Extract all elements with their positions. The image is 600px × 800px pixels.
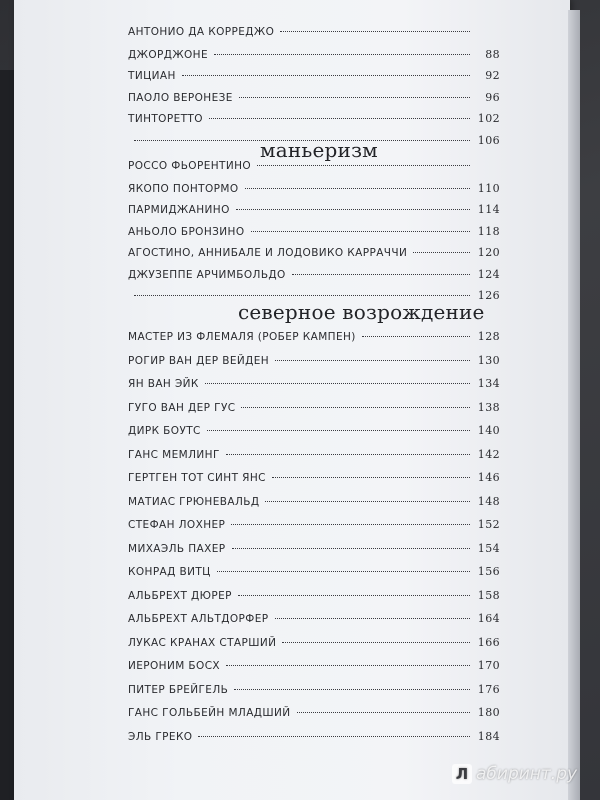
toc-entry-name: ИЕРОНИМ БОСХ [128, 660, 221, 672]
toc-leader-dots [231, 524, 470, 525]
toc-entry-name: ГЕРТГЕН ТОТ СИНТ ЯНС [128, 472, 266, 484]
toc-entry [128, 225, 500, 245]
toc-entry-name: РОССО ФЬОРЕНТИНО [128, 160, 252, 172]
toc-leader-dots [226, 665, 470, 666]
toc-entry-name: ДИРК БОУТС [128, 425, 201, 437]
toc-entry [128, 495, 500, 515]
toc-entry [128, 203, 500, 223]
page-stack-edge [568, 10, 580, 800]
toc-entry-page: 166 [477, 635, 500, 649]
toc-entry-name: ДЖУЗЕППЕ АРЧИМБОЛЬДО [128, 268, 286, 281]
toc-entry-name: ПАРМИДЖАНИНО [128, 204, 230, 216]
toc-leader-dots [282, 642, 470, 643]
toc-entry-name: ГАНС МЕМЛИНГ [128, 448, 220, 461]
toc-entry-page: 88 [485, 47, 500, 61]
toc-entry-page: 184 [477, 729, 500, 743]
toc-entry-name: КОНРАД ВИТЦ [128, 566, 211, 578]
toc-leader-dots [265, 501, 470, 502]
toc-entry [128, 424, 500, 444]
toc-entry-name: РОГИР ВАН ДЕР ВЕЙДЕН [128, 354, 270, 367]
toc-leader-dots [198, 736, 470, 737]
toc-entry-page: 148 [477, 494, 500, 508]
toc-entry [128, 659, 500, 679]
toc-entry-page: 130 [477, 353, 500, 367]
toc-leader-dots [275, 360, 470, 361]
toc-entry-page: 164 [477, 612, 500, 625]
toc-entry-page: 92 [485, 69, 500, 82]
toc-leader-dots [209, 118, 470, 119]
toc-entry [128, 246, 500, 266]
toc-entry-page: 158 [477, 588, 500, 602]
toc-entry [128, 112, 500, 132]
toc-entry [128, 330, 500, 350]
toc-leader-dots [251, 231, 471, 232]
toc-entry-page: 106 [477, 133, 500, 147]
toc-entry [128, 518, 500, 538]
toc-entry-name: ЯКОПО ПОНТОРМО [128, 182, 239, 195]
toc-entry-page: 134 [477, 377, 500, 390]
toc-entry [128, 448, 500, 468]
toc-entry [128, 26, 500, 46]
toc-entry-name: ПИТЕР БРЕЙГЕЛЬ [128, 683, 229, 696]
toc-leader-dots [217, 571, 470, 572]
watermark-text: абиринт.ру [476, 764, 578, 784]
toc-leader-dots [205, 383, 470, 384]
toc-leader-dots [241, 407, 470, 408]
toc-entry [128, 683, 500, 703]
section-title-northern: северное возрождение [238, 300, 485, 324]
toc-leader-dots [226, 454, 470, 455]
toc-entry-page: 156 [477, 565, 500, 578]
toc-entry-name: АГОСТИНО, АННИБАЛЕ И ЛОДОВИКО КАРРАЧЧИ [128, 247, 408, 259]
toc-entry-name: ЛУКАС КРАНАХ СТАРШИЙ [128, 636, 277, 649]
toc-leader-dots [257, 165, 470, 166]
toc-entry [128, 182, 500, 202]
toc-entry-page: 120 [477, 246, 500, 259]
toc-leader-dots [239, 97, 470, 98]
toc-entry [128, 612, 500, 632]
toc-entry-name: АНТОНИО ДА КОРРЕДЖО [128, 26, 275, 38]
toc-leader-dots [280, 31, 470, 32]
toc-entry [128, 401, 500, 421]
toc-entry-page: 96 [485, 90, 500, 104]
toc-entry-name: МАТИАС ГРЮНЕВАЛЬД [128, 495, 260, 508]
toc-entry-name: ПАОЛО ВЕРОНЕЗЕ [128, 91, 233, 104]
toc-entry [128, 636, 500, 656]
toc-leader-dots [234, 689, 470, 690]
toc-entry-page: 176 [477, 682, 500, 696]
toc-entry [128, 730, 500, 750]
toc-entry-name: МИХАЭЛЬ ПАХЕР [128, 542, 226, 555]
toc-entry-name: ДЖОРДЖОНЕ [128, 48, 209, 61]
toc-entry [128, 471, 500, 491]
toc-leader-dots [272, 477, 470, 478]
toc-leader-dots [207, 430, 470, 431]
toc-entry [128, 48, 500, 68]
toc-entry [128, 268, 500, 288]
toc-entry-name: ТИНТОРЕТТО [128, 113, 203, 125]
toc-entry-name: ГАНС ГОЛЬБЕЙН МЛАДШИЙ [128, 707, 291, 719]
toc-entry [128, 354, 500, 374]
toc-entry-page: 138 [477, 400, 500, 414]
toc-entry-page: 152 [477, 518, 500, 531]
toc-leader-dots [362, 336, 470, 337]
toc-leader-dots [275, 618, 471, 619]
toc-entry-name: АЛЬБРЕХТ АЛЬТДОРФЕР [128, 613, 269, 625]
toc-entry [128, 565, 500, 585]
section-title-mannerism: маньеризм [260, 138, 378, 162]
toc-entry-page: 170 [477, 659, 500, 672]
toc-entry-page: 124 [477, 267, 500, 281]
toc-leader-dots [134, 295, 470, 296]
toc-entry-name: ГУГО ВАН ДЕР ГУС [128, 401, 236, 414]
toc-entry-name: АНЬОЛО БРОНЗИНО [128, 225, 245, 238]
toc-leader-dots [413, 252, 470, 253]
toc-leader-dots [214, 54, 470, 55]
labirint-watermark [452, 764, 577, 784]
toc-entry [128, 91, 500, 111]
toc-entry-page: 128 [477, 330, 500, 343]
toc-entry-page: 140 [477, 424, 500, 437]
toc-entry-page: 180 [477, 706, 500, 719]
toc-leader-dots [245, 188, 470, 189]
toc-entry-name: АЛЬБРЕХТ ДЮРЕР [128, 589, 232, 602]
toc-leader-dots [238, 595, 470, 596]
toc-entry [128, 706, 500, 726]
toc-entry-page: 146 [477, 471, 500, 484]
toc-entry-name: ЭЛЬ ГРЕКО [128, 730, 193, 743]
toc-entry [128, 69, 500, 89]
toc-entry-page: 118 [477, 224, 500, 238]
toc-entry [128, 589, 500, 609]
toc-leader-dots [297, 712, 470, 713]
labirint-logo-icon: Л [452, 764, 472, 784]
toc-entry-name: ЯН ВАН ЭЙК [128, 378, 199, 390]
toc-entry-page: 114 [477, 203, 500, 216]
toc-entry-name: МАСТЕР ИЗ ФЛЕМАЛЯ (РОБЕР КАМПЕН) [128, 331, 356, 343]
toc-leader-dots [232, 548, 471, 549]
toc-entry-page: 110 [477, 181, 500, 195]
toc-entry-page: 142 [477, 447, 500, 461]
toc-entry-name: ТИЦИАН [128, 70, 176, 82]
toc-entry [128, 160, 500, 180]
toc-entry-page: 102 [477, 112, 500, 125]
toc-entry-name: СТЕФАН ЛОХНЕР [128, 519, 226, 531]
toc-leader-dots [182, 75, 470, 76]
toc-leader-dots [236, 209, 470, 210]
toc-entry-page: 154 [477, 541, 500, 555]
toc-entry-page: 126 [477, 289, 500, 302]
toc-leader-dots [292, 274, 470, 275]
toc-entry [128, 377, 500, 397]
toc-entry [128, 542, 500, 562]
